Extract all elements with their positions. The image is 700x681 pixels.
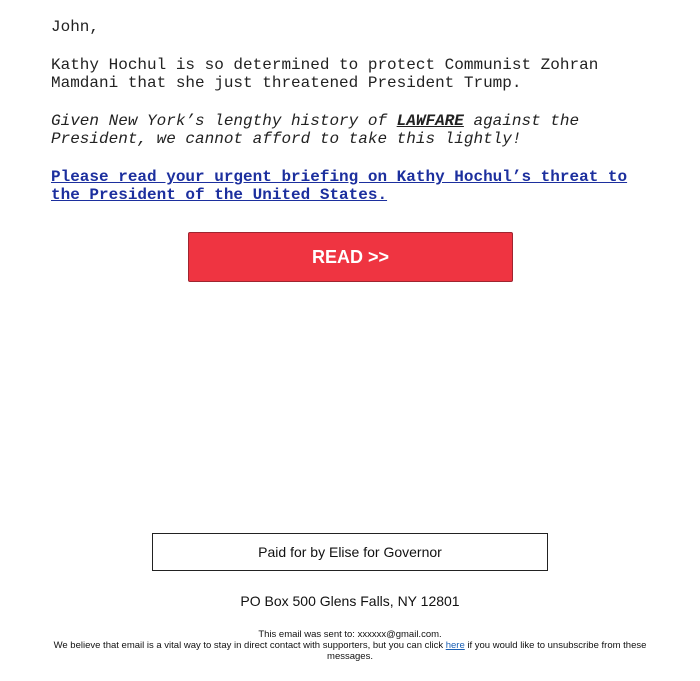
- mailing-address: PO Box 500 Glens Falls, NY 12801: [240, 593, 460, 609]
- intro-paragraph: Kathy Hochul is so determined to protect Communist Zohran Mamdani that she just threatened President Trump.: [51, 56, 599, 92]
- briefing-paragraph: [51, 168, 651, 204]
- unsubscribe-notice: [40, 640, 660, 662]
- read-button[interactable]: READ >>: [188, 232, 513, 282]
- lawfare-emphasis: LAWFARE: [396, 112, 464, 130]
- lawfare-paragraph: [51, 112, 651, 148]
- lawfare-paragraph-start: Given New York’s lengthy history of: [51, 112, 397, 130]
- lawfare-paragraph-end: against the President, we cannot afford to take this lightly!: [51, 112, 580, 148]
- unsubscribe-text-start: We believe that email is a vital way to stay in direct contact with supporters, but you can click: [53, 640, 446, 651]
- unsubscribe-text-end: if you would like to unsubscribe from these messages.: [327, 640, 647, 662]
- greeting: John,: [51, 18, 100, 36]
- unsubscribe-link[interactable]: here: [445, 640, 465, 651]
- paid-for-disclaimer: Paid for by Elise for Governor: [152, 533, 548, 571]
- sent-to-notice: This email was sent to: xxxxxx@gmail.com.: [258, 629, 442, 640]
- briefing-link[interactable]: Please read your urgent briefing on Kathy Hochul’s threat to the President of the United States.: [51, 168, 628, 204]
